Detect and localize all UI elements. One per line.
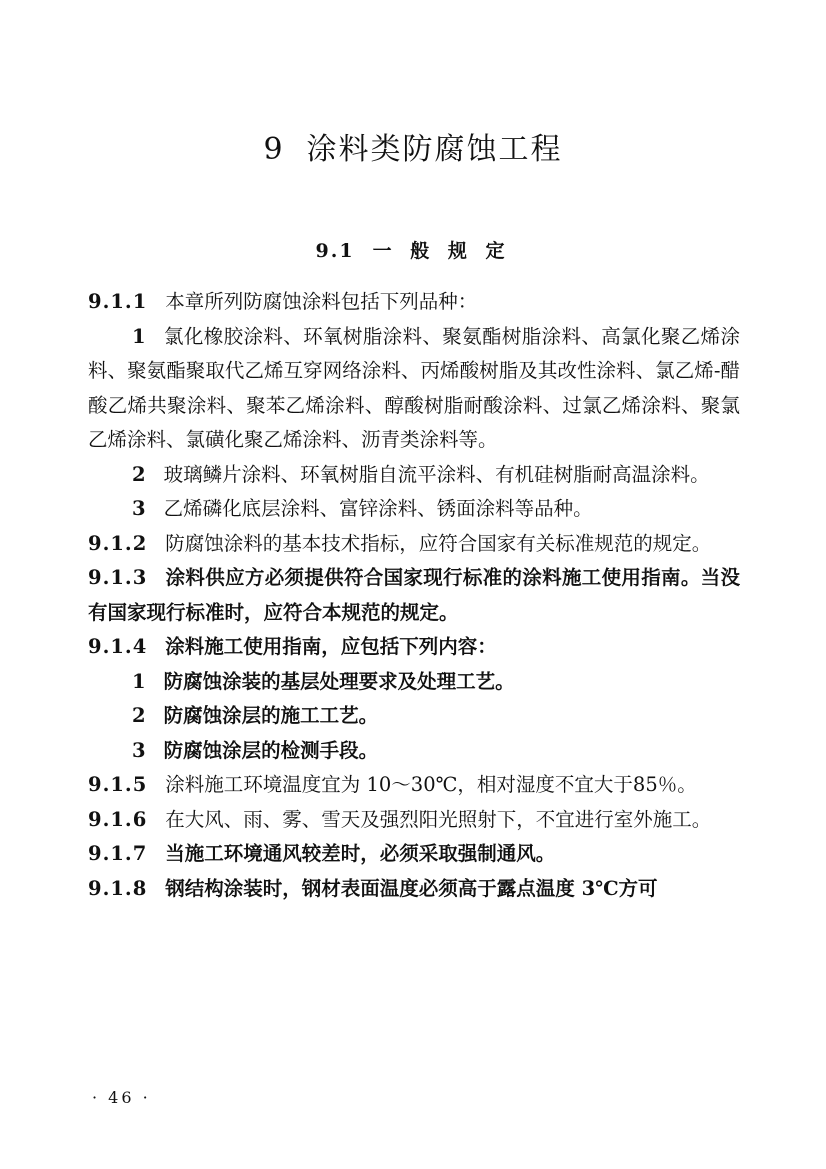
clause-number: 9.1.2 [88, 531, 148, 555]
clause-number: 9.1.1 [88, 290, 148, 313]
item-number: 3 [132, 738, 146, 762]
item-text: 防腐蚀涂层的检测手段。 [163, 738, 379, 762]
item-number: 1 [132, 324, 146, 348]
clause-text: 涂料供应方必须提供符合国家现行标准的涂料施工使用指南。当没有国家现行标准时，应符合本规范的规定。 [88, 566, 740, 624]
item-text: 防腐蚀涂装的基层处理要求及处理工艺。 [163, 669, 515, 693]
list-item [88, 492, 740, 527]
clause-number: 9.1.4 [88, 635, 148, 658]
page-number: · 46 · [92, 1088, 151, 1107]
clause-text: 当施工环境通风较差时，必须采取强制通风。 [165, 842, 556, 865]
clause-text: 钢结构涂装时，钢材表面温度必须高于露点温度 3℃方可 [165, 876, 658, 900]
clause-9-1-5 [88, 768, 740, 803]
section-title [0, 236, 826, 263]
clause-number: 9.1.8 [88, 876, 148, 900]
chapter-title-text: 涂料类防腐蚀工程 [306, 132, 563, 167]
item-text: 防腐蚀涂层的施工工艺。 [163, 704, 379, 727]
clause-9-1-1 [88, 285, 740, 320]
clause-number: 9.1.7 [88, 842, 148, 865]
clause-9-1-2 [88, 527, 740, 562]
clause-9-1-4 [88, 630, 740, 665]
clause-number: 9.1.6 [88, 807, 148, 831]
clause-9-1-3 [88, 561, 740, 630]
clause-text: 在大风、雨、雾、雪天及强烈阳光照射下，不宜进行室外施工。 [165, 807, 712, 831]
item-text: 乙烯磷化底层涂料、富锌涂料、锈面涂料等品种。 [163, 497, 593, 520]
item-number: 1 [132, 669, 146, 693]
list-item [88, 699, 740, 734]
clause-text: 涂料施工环境温度宜为 10～30℃，相对湿度不宜大于85％。 [165, 773, 697, 796]
list-item [88, 665, 740, 700]
clause-text: 防腐蚀涂料的基本技术指标，应符合国家有关标准规范的规定。 [165, 531, 712, 555]
item-number: 2 [132, 462, 146, 486]
item-text: 玻璃鳞片涂料、环氧树脂自流平涂料、有机硅树脂耐高温涂料。 [163, 462, 710, 486]
item-number: 2 [132, 704, 146, 727]
clause-9-1-6 [88, 803, 740, 838]
item-text: 氯化橡胶涂料、环氧树脂涂料、聚氨酯树脂涂料、高氯化聚乙烯涂料、聚氨酯聚取代乙烯互穿网络涂料、丙烯酸树脂及其改性涂料、氯乙烯-醋酸乙烯共聚涂料、聚苯乙烯涂料、醇酸树脂耐酸涂料、过氯乙烯涂料、聚氯乙烯涂料、氯磺化聚乙烯涂料、沥青类涂料等。 [88, 324, 740, 451]
clause-9-1-8 [88, 872, 740, 907]
document-body [88, 285, 740, 906]
list-item [88, 734, 740, 769]
section-number: 9.1 [315, 240, 355, 262]
clause-text: 本章所列防腐蚀涂料包括下列品种： [165, 290, 478, 313]
section-title-text: 一 般 规 定 [372, 240, 511, 262]
chapter-title [0, 124, 826, 168]
list-item [88, 458, 740, 493]
list-item [88, 320, 740, 458]
chapter-number: 9 [263, 132, 285, 167]
clause-text: 涂料施工使用指南，应包括下列内容： [165, 635, 497, 658]
clause-number: 9.1.3 [88, 566, 148, 589]
clause-9-1-7 [88, 837, 740, 872]
item-number: 3 [132, 497, 146, 520]
clause-number: 9.1.5 [88, 773, 148, 796]
